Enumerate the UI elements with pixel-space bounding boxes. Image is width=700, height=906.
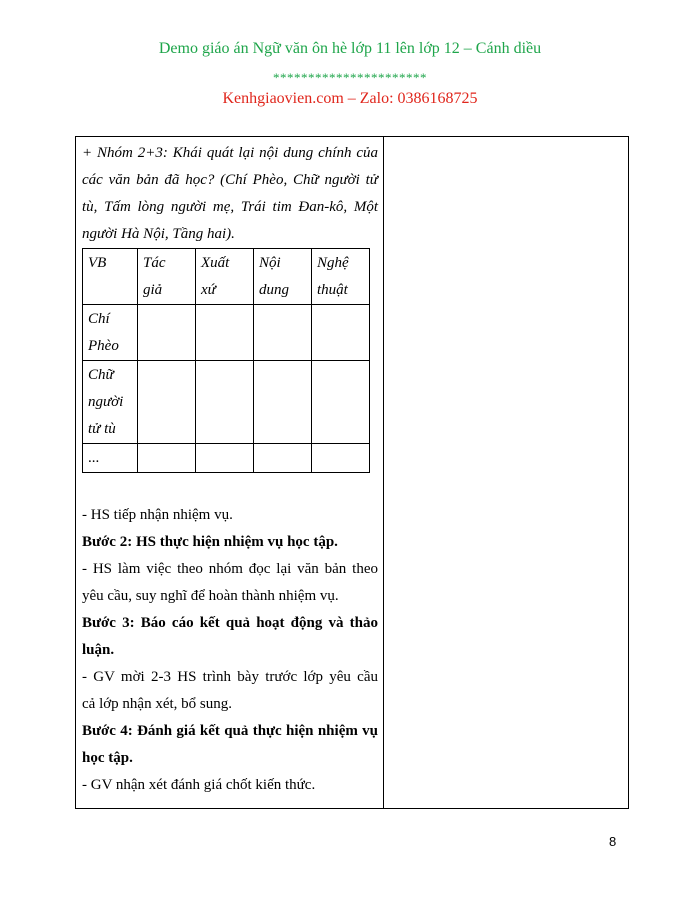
empty-cell — [196, 444, 254, 473]
table-row — [83, 444, 370, 473]
step3-line: - GV mời 2-3 HS trình bày trước lớp yêu cầu — [82, 669, 378, 685]
step3-line: cả lớp nhận xét, bổ sung. — [82, 696, 232, 712]
activity-cell — [76, 137, 384, 809]
empty-cell — [312, 361, 370, 444]
step4-line: - GV nhận xét đánh giá chốt kiến thức. — [82, 777, 316, 793]
header-title: Demo giáo án Ngữ văn ôn hè lớp 11 lên lớp 12 – Cánh diều — [158, 40, 542, 57]
empty-cell — [196, 305, 254, 361]
task-line: tù, Tấm lòng người mẹ, Trái tim Đan-kô, Một — [82, 199, 378, 215]
header-contact: Kenhgiaovien.com – Zalo: 0386168725 — [222, 90, 478, 107]
row-label-chu-nguoi-tu-tu: Chữ người tử tù — [83, 361, 138, 444]
header-cell-art: Nghệ thuật — [312, 249, 370, 305]
header-cell-origin: Xuất xứ — [196, 249, 254, 305]
group-task — [82, 140, 378, 248]
step1-receive: - HS tiếp nhận nhiệm vụ. — [82, 507, 233, 523]
empty-cell — [254, 305, 312, 361]
step2-line: yêu cầu, suy nghĩ để hoàn thành nhiệm vụ. — [82, 588, 339, 604]
step2-title: Bước 2: HS thực hiện nhiệm vụ học tập. — [82, 534, 338, 550]
step4-title: Bước 4: Đánh giá kết quả thực hiện nhiệm vụ — [82, 723, 378, 739]
table-row — [83, 361, 370, 444]
task-line: + Nhóm 2+3: Khái quát lại nội dung chính của — [82, 145, 378, 161]
empty-cell — [312, 444, 370, 473]
task-line: người Hà Nội, Tầng hai). — [82, 226, 235, 242]
header-divider-stars: ********************** — [273, 70, 427, 85]
empty-cell — [254, 444, 312, 473]
page-number: 8 — [609, 834, 617, 849]
step4-title: học tập. — [82, 750, 133, 766]
table-row — [83, 305, 370, 361]
empty-cell — [312, 305, 370, 361]
lesson-table — [75, 136, 629, 809]
review-table — [82, 248, 370, 473]
task-line: các văn bản đã học? (Chí Phèo, Chữ người tử — [82, 172, 378, 188]
row-label-chi-pheo: Chí Phèo — [83, 305, 138, 361]
step3-title: Bước 3: Báo cáo kết quả hoạt động và thảo — [82, 615, 378, 631]
header-cell-vb: VB — [83, 249, 138, 305]
step3-title: luận. — [82, 642, 115, 658]
header-cell-content: Nội dung — [254, 249, 312, 305]
review-table-header-row — [83, 249, 370, 305]
empty-cell — [138, 444, 196, 473]
header-cell-author: Tác giả — [138, 249, 196, 305]
product-cell — [384, 137, 629, 809]
row-label-ellipsis: ... — [83, 444, 138, 473]
empty-cell — [196, 361, 254, 444]
step2-line: - HS làm việc theo nhóm đọc lại văn bản theo — [82, 561, 378, 577]
empty-cell — [254, 361, 312, 444]
empty-cell — [138, 361, 196, 444]
empty-cell — [138, 305, 196, 361]
